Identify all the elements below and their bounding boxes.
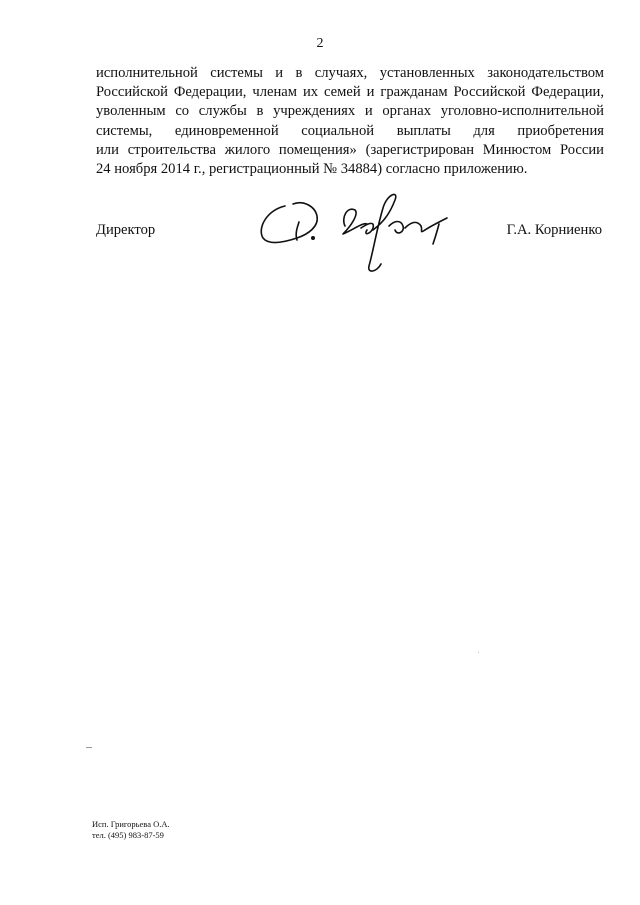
executor-name: Исп. Григорьева О.А.: [92, 819, 170, 829]
body-line: системы, единовременной социальной выплаты для приобретения: [96, 122, 604, 139]
scan-mark: [86, 747, 92, 748]
executor-phone: тел. (495) 983-87-59: [92, 830, 164, 840]
body-line: 24 ноября 2014 г., регистрационный № 34884) согласно приложению.: [96, 161, 528, 178]
document-body-text: [96, 64, 604, 179]
position-title: Директор: [96, 222, 156, 238]
signature-block: [0, 180, 640, 280]
signer-name: Г.А. Корниенко: [506, 222, 602, 238]
scan-speck: [478, 652, 479, 653]
body-line: или строительства жилого помещения» (зарегистрирован Минюстом России: [96, 141, 604, 158]
body-line: Российской Федерации, членам их семей и гражданам Российской Федерации,: [96, 84, 604, 101]
body-line: уволенным со службы в учреждениях и органах уголовно-исполнительной: [96, 103, 604, 120]
handwritten-signature: [255, 180, 465, 280]
executor-info: [92, 819, 170, 841]
page-number: 2: [316, 36, 324, 51]
body-line: исполнительной системы и в случаях, установленных законодательством: [96, 65, 604, 81]
